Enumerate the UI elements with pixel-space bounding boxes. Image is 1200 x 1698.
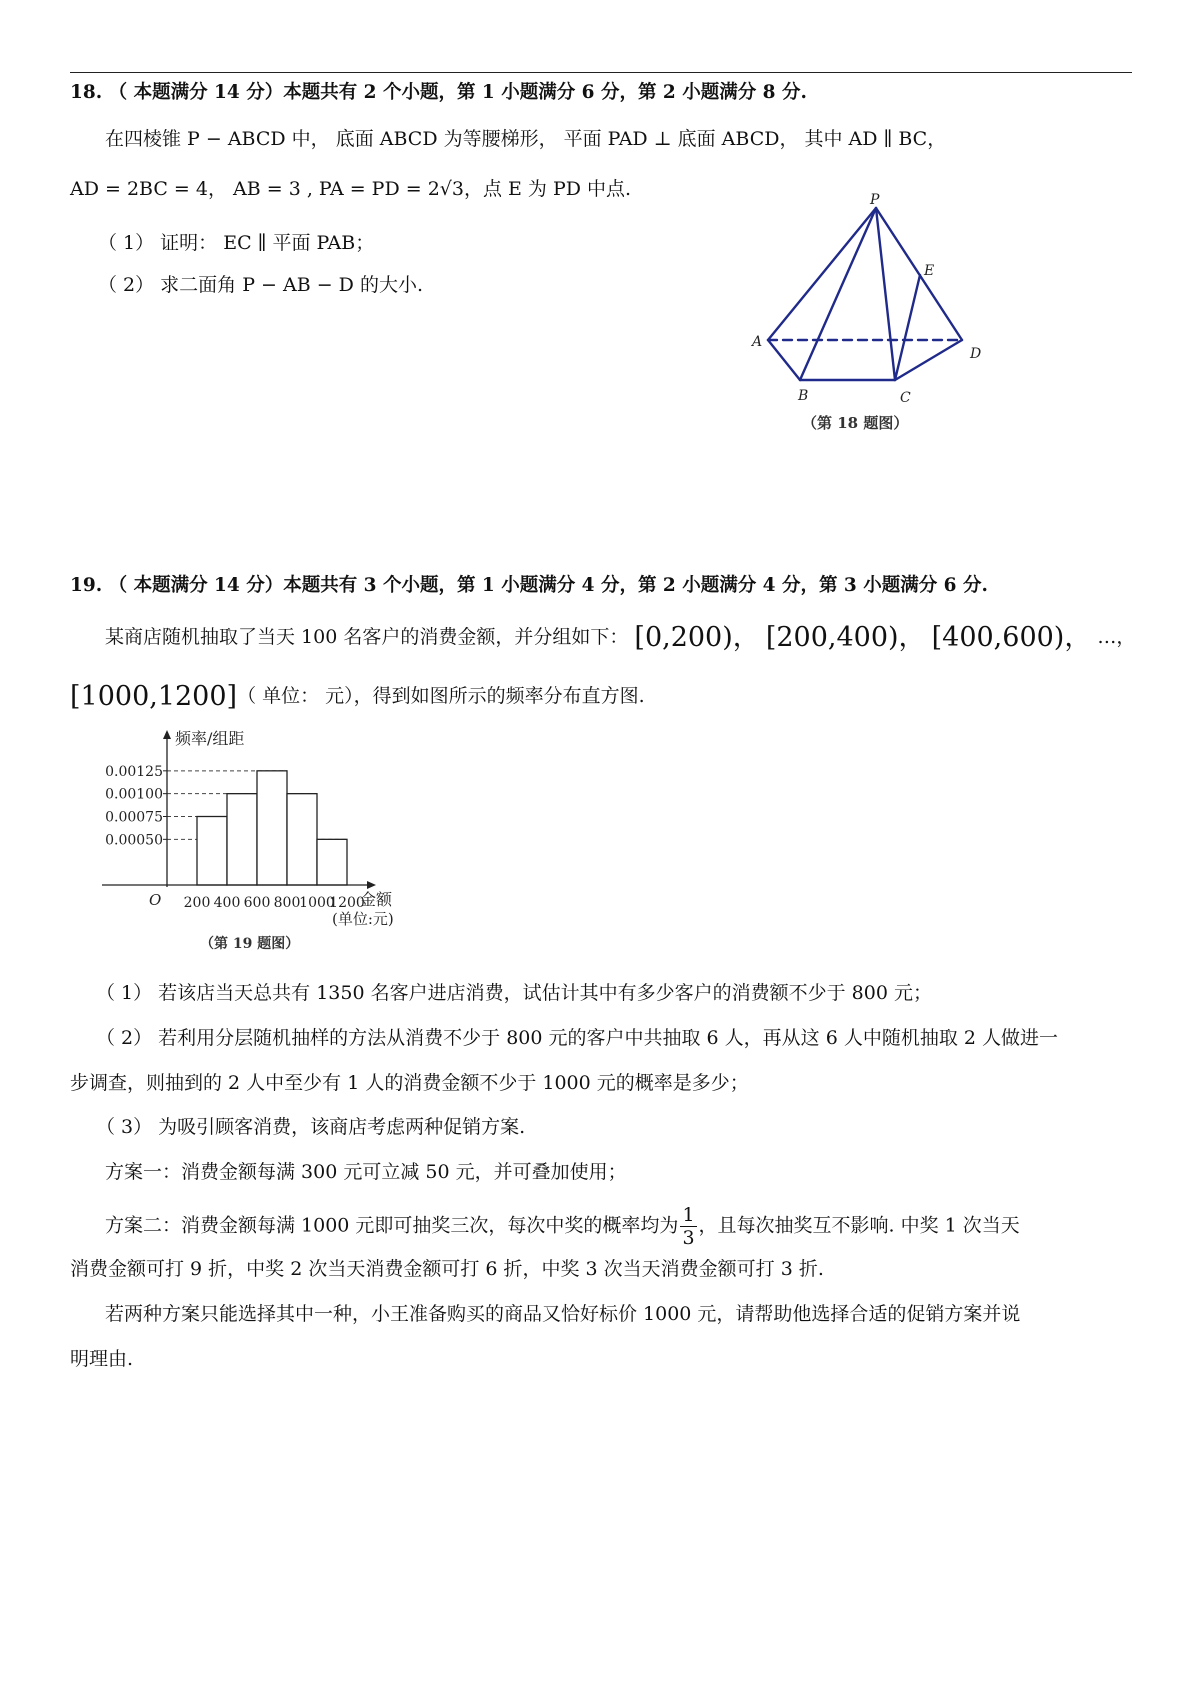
fraction-numerator: 1 <box>682 1204 695 1226</box>
y-axis-label: 频率/组距 <box>175 730 245 748</box>
interval-ellipsis: …， <box>1097 626 1136 648</box>
q19-intro-line1 <box>105 624 1135 651</box>
edge-AB <box>768 340 800 380</box>
x-axis-label: 金额 <box>360 890 393 909</box>
q19-plan1: 方案一：消费金额每满 300 元可立减 50 元，并可叠加使用； <box>105 1161 627 1183</box>
origin-label: O <box>149 891 162 909</box>
q18-statement-line2: AD = 2BC = 4， AB = 3 , PA = PD = 2√3，点 E 为 PD 中点. <box>70 178 632 200</box>
edge-PA <box>768 208 876 340</box>
x-tick-label: 1200 <box>329 895 365 911</box>
label-D: D <box>970 346 982 362</box>
y-axis-arrow <box>163 730 171 739</box>
q18-statement-line1: 在四棱锥 P − ABCD 中， 底面 ABCD 为等腰梯形， 平面 PAD ⊥ 底面 ABCD， 其中 AD ∥ BC， <box>105 128 947 150</box>
label-C: C <box>900 390 911 406</box>
figure18-caption: （第 18 题图） <box>802 414 909 432</box>
interval-0: [0,200)， <box>634 622 760 653</box>
interval-last: [1000,1200] <box>70 681 238 712</box>
x-tick-label: 200 <box>183 895 211 911</box>
q18-part1: （ 1） 证明： EC ∥ 平面 PAB； <box>98 232 375 254</box>
histogram-bar <box>197 817 227 886</box>
histogram-bar <box>257 771 287 885</box>
histogram-chart <box>100 730 450 955</box>
x-tick-label: 400 <box>213 895 241 911</box>
label-P: P <box>870 192 880 208</box>
x-tick-label: 600 <box>243 895 271 911</box>
label-A: A <box>752 334 763 350</box>
q19-part2-line2: 步调查，则抽到的 2 人中至少有 1 人的消费金额不少于 1000 元的概率是多少； <box>70 1072 749 1094</box>
y-tick-label: 0.00125 <box>105 763 163 780</box>
top-rule <box>70 72 1132 73</box>
q18-header: 18. （ 本题满分 14 分）本题共有 2 个小题，第 1 小题满分 6 分，第 2 小题满分 8 分. <box>70 82 807 103</box>
q19-final-line2: 明理由. <box>70 1348 134 1370</box>
pyramid-figure <box>740 190 1060 445</box>
q19-intro-text2: （ 单位： 元），得到如图所示的频率分布直方图. <box>237 685 645 707</box>
x-tick-label: 1000 <box>299 895 335 911</box>
x-tick-label: 800 <box>273 895 301 911</box>
y-tick-label: 0.00100 <box>105 786 163 803</box>
plan2-text-b: ，且每次抽奖互不影响. 中奖 1 次当天 <box>698 1214 1020 1237</box>
q19-part3: （ 3） 为吸引顾客消费，该商店考虑两种促销方案. <box>96 1116 526 1138</box>
q19-plan2-line2: 消费金额可打 9 折，中奖 2 次当天消费金额可打 6 折，中奖 3 次当天消费金额可打 3 折. <box>70 1258 824 1280</box>
interval-2: [400,600)， <box>931 622 1092 653</box>
x-axis-unit: (单位:元) <box>332 910 394 928</box>
one-third-fraction <box>680 1204 696 1249</box>
histogram-bar <box>287 794 317 885</box>
y-tick-label: 0.00050 <box>105 832 163 849</box>
q19-header: 19. （ 本题满分 14 分）本题共有 3 个小题，第 1 小题满分 4 分，第 2 小题满分 4 分，第 3 小题满分 6 分. <box>70 575 988 596</box>
label-E: E <box>924 263 935 279</box>
q19-plan2-line1 <box>105 1204 1020 1249</box>
q19-final-line1: 若两种方案只能选择其中一种，小王准备购买的商品又恰好标价 1000 元，请帮助他选择合适的促销方案并说 <box>105 1303 1021 1325</box>
edge-PB <box>800 208 876 380</box>
figure19-caption: （第 19 题图） <box>200 936 300 952</box>
q19-intro-text: 某商店随机抽取了当天 100 名客户的消费金额，并分组如下： <box>105 626 629 648</box>
interval-1: [200,400)， <box>765 622 926 653</box>
plan2-text-a: 方案二：消费金额每满 1000 元即可抽奖三次，每次中奖的概率均为 <box>105 1214 679 1237</box>
q19-part1: （ 1） 若该店当天总共有 1350 名客户进店消费，试估计其中有多少客户的消费额不少于 800 元； <box>96 982 932 1004</box>
edge-CD <box>895 340 962 380</box>
q19-intro-line2 <box>70 683 645 710</box>
y-tick-label: 0.00075 <box>105 809 163 826</box>
label-B: B <box>798 388 809 404</box>
x-axis-arrow <box>367 881 376 889</box>
histogram-bar <box>227 794 257 885</box>
q19-part2-line1: （ 2） 若利用分层随机抽样的方法从消费不少于 800 元的客户中共抽取 6 人，再从这 6 人中随机抽取 2 人做进一 <box>96 1027 1059 1049</box>
fraction-denominator: 3 <box>682 1227 695 1249</box>
q18-part2: （ 2） 求二面角 P − AB − D 的大小. <box>98 274 423 296</box>
segment-EC <box>895 275 920 380</box>
histogram-bar <box>317 839 347 885</box>
